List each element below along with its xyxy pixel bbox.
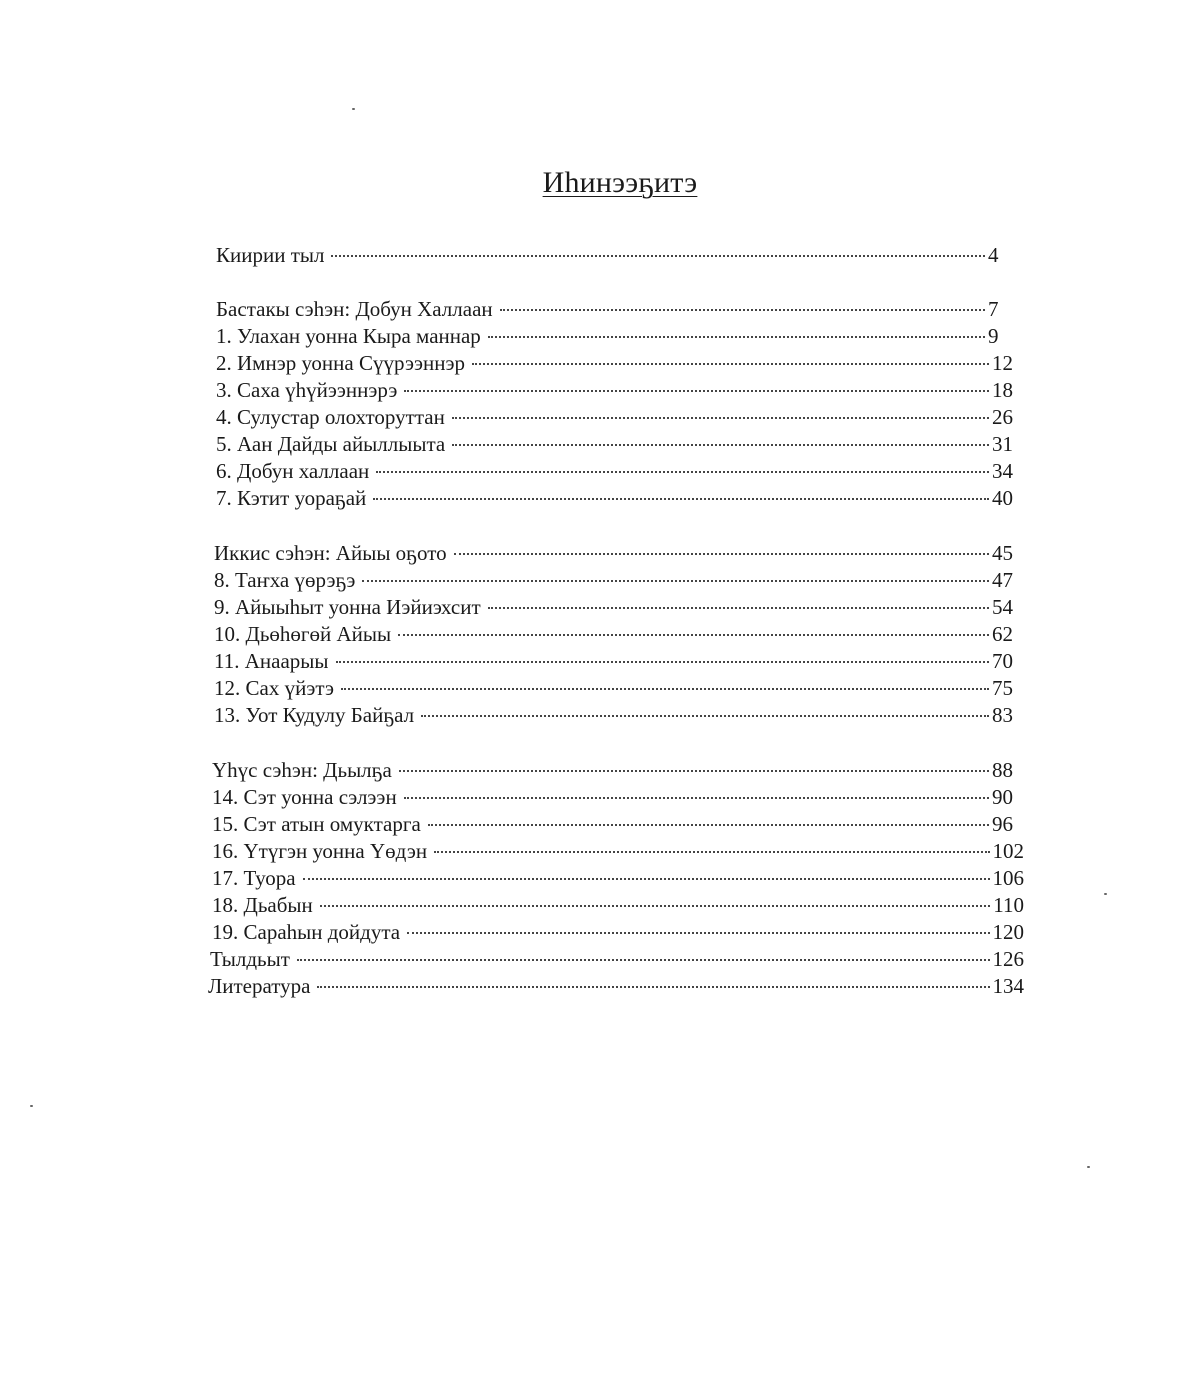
dot-leader [454, 553, 989, 555]
toc-entry-chapter[interactable] [216, 350, 1013, 377]
dot-leader [421, 715, 989, 717]
toc-entry-label: 1. Улахан уонна Кыра маннар [216, 324, 481, 348]
dot-leader [320, 905, 991, 907]
toc-entry-page: 26 [992, 405, 1013, 429]
toc-entry-page: 47 [992, 568, 1013, 592]
toc-entry-label: 9. Айыыhыт уонна Иэйиэхсит [214, 595, 481, 619]
toc-entry-chapter[interactable] [216, 323, 1000, 350]
dot-leader [399, 770, 989, 772]
dot-leader [488, 607, 989, 609]
toc-entry-page: 102 [992, 839, 1024, 863]
dot-leader [500, 309, 985, 311]
toc-entry-label: 19. Сараhын дойдута [212, 920, 401, 944]
dot-leader [472, 363, 989, 365]
toc-entry-glossary[interactable] [210, 946, 1024, 973]
scan-speck [352, 108, 355, 110]
toc-entry-label: 7. Кэтит уораҕай [216, 486, 367, 510]
toc-entry-label: 13. Уот Кудулу Байҕал [214, 703, 415, 727]
scan-speck [30, 1105, 33, 1107]
toc-entry-label: 2. Имнэр уонна Сүүрээннэр [216, 351, 466, 375]
toc-entry-label: 17. Туора [212, 866, 296, 890]
toc-entry-chapter[interactable] [216, 431, 1013, 458]
toc-entry-label: 12. Сах үйэтэ [214, 676, 335, 700]
dot-leader [434, 851, 989, 853]
toc-entry-page: 134 [992, 974, 1024, 998]
toc-entry-page: 34 [992, 459, 1013, 483]
toc-entry-chapter[interactable] [212, 838, 1024, 865]
toc-entry-page: 126 [992, 947, 1024, 971]
toc-entry-page: 40 [992, 486, 1013, 510]
toc-entry-page: 88 [992, 758, 1013, 782]
toc-entry-page: 62 [992, 622, 1013, 646]
toc-entry-label: Бастакы сэhэн: Добун Халлаан [216, 297, 493, 321]
toc-entry-page: 31 [992, 432, 1013, 456]
toc-entry-chapter[interactable] [214, 621, 1013, 648]
page-title: Иhинээҕитэ [542, 166, 698, 199]
toc-entry-page: 4 [988, 243, 999, 267]
toc-entry-page: 120 [992, 920, 1024, 944]
toc-entry-label: Киирии тыл [216, 243, 325, 267]
toc-entry-label: 15. Сэт атын омуктарга [212, 812, 421, 836]
toc-entry-chapter[interactable] [216, 404, 1013, 431]
toc-entry-page: 18 [992, 378, 1013, 402]
toc-entry-page: 12 [992, 351, 1013, 375]
dot-leader [317, 986, 989, 988]
toc-entry-label: 3. Саха үhүйээннэрэ [216, 378, 398, 402]
toc-entry-label: Тылдьыт [210, 947, 290, 971]
toc-entry-chapter[interactable] [214, 648, 1013, 675]
toc-entry-page: 90 [992, 785, 1013, 809]
toc-entry-chapter[interactable] [216, 458, 1013, 485]
dot-leader [331, 255, 985, 257]
toc-entry-introduction[interactable] [216, 242, 1000, 269]
toc-entry-page: 9 [988, 324, 999, 348]
dot-leader [362, 580, 989, 582]
toc-entry-page: 70 [992, 649, 1013, 673]
toc-entry-chapter[interactable] [214, 567, 1013, 594]
toc-entry-chapter[interactable] [216, 377, 1013, 404]
dot-leader [452, 417, 989, 419]
dot-leader [373, 498, 989, 500]
dot-leader [407, 932, 989, 934]
scan-speck [1087, 1166, 1090, 1168]
toc-entry-part-2[interactable] [214, 540, 1013, 567]
toc-entry-chapter[interactable] [212, 919, 1024, 946]
toc-entry-page: 75 [992, 676, 1013, 700]
toc-entry-chapter[interactable] [212, 892, 1024, 919]
toc-entry-label: Иккис сэhэн: Айыы оҕото [214, 541, 447, 565]
dot-leader [341, 688, 989, 690]
toc-entry-page: 106 [992, 866, 1024, 890]
toc-entry-chapter[interactable] [214, 594, 1013, 621]
toc-entry-label: 8. Таҥха үөрэҕэ [214, 568, 356, 592]
toc-entry-label: 16. Үтүгэн уонна Үөдэн [212, 839, 428, 863]
toc-entry-label: Үhүс сэhэн: Дьылҕа [212, 758, 392, 782]
toc-entry-chapter[interactable] [216, 485, 1013, 512]
toc-entry-label: 6. Добун халлаан [216, 459, 370, 483]
dot-leader [336, 661, 990, 663]
toc-entry-page: 45 [992, 541, 1013, 565]
toc-entry-page: 96 [992, 812, 1013, 836]
toc-entry-part-3[interactable] [212, 757, 1013, 784]
toc-entry-label: 18. Дьабын [212, 893, 313, 917]
toc-entry-label: Литература [208, 974, 311, 998]
toc-entry-part-1[interactable] [216, 296, 1000, 323]
dot-leader [404, 797, 989, 799]
dot-leader [428, 824, 989, 826]
toc-entry-literature[interactable] [208, 973, 1024, 1000]
toc-entry-label: 5. Аан Дайды айыллыыта [216, 432, 446, 456]
toc-entry-page: 54 [992, 595, 1013, 619]
toc-entry-chapter[interactable] [212, 784, 1013, 811]
dot-leader [376, 471, 989, 473]
dot-leader [398, 634, 989, 636]
toc-entry-label: 10. Дьөhөгөй Айыы [214, 622, 392, 646]
toc-entry-chapter[interactable] [212, 811, 1013, 838]
dot-leader [452, 444, 989, 446]
dot-leader [404, 390, 989, 392]
toc-entry-label: 4. Сулустар олохторуттан [216, 405, 445, 429]
toc-entry-page: 110 [993, 893, 1024, 917]
toc-entry-label: 11. Анаарыы [214, 649, 329, 673]
toc-entry-chapter[interactable] [212, 865, 1024, 892]
dot-leader [303, 878, 990, 880]
dot-leader [488, 336, 985, 338]
scan-speck [1104, 893, 1107, 895]
dot-leader [297, 959, 990, 961]
toc-entry-page: 83 [992, 703, 1013, 727]
toc-entry-chapter[interactable] [214, 675, 1013, 702]
toc-entry-chapter[interactable] [214, 702, 1013, 729]
toc-entry-page: 7 [988, 297, 999, 321]
toc-entry-label: 14. Сэт уонна сэлээн [212, 785, 397, 809]
